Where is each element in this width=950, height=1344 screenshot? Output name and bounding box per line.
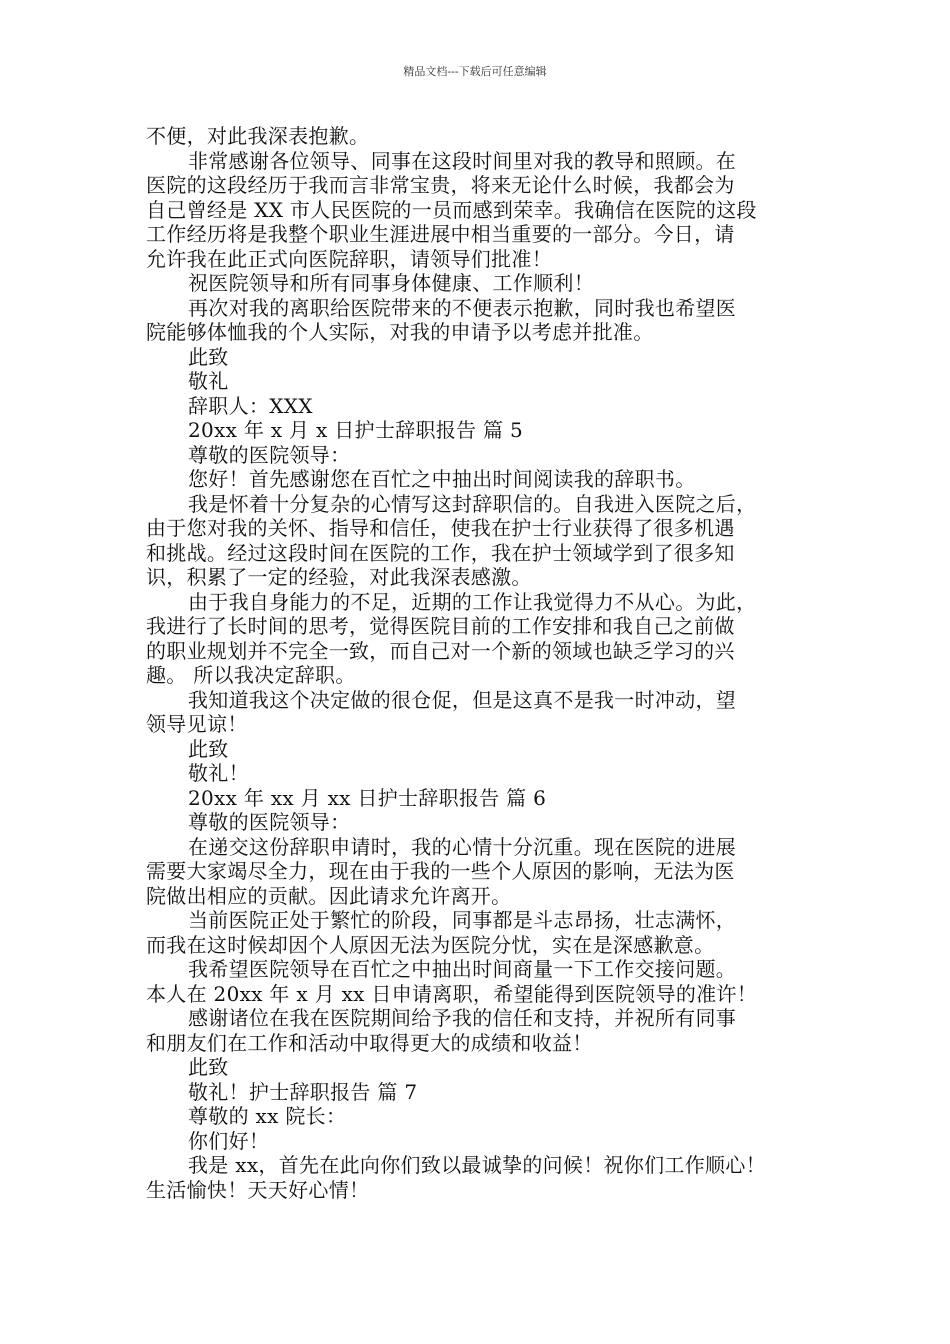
text-line: 祝医院领导和所有同事身体健康、工作顺利！: [188, 271, 594, 295]
text-line: 允许我在此正式向医院辞职，请领导们批准！: [146, 246, 552, 271]
text-line: 此致: [188, 344, 229, 369]
text-line: 20xx 年 x 月 x 日护士辞职报告 篇 5: [188, 418, 523, 442]
text-line: 本人在 20xx 年 x 月 xx 日申请离职，希望能得到医院领导的准许！: [146, 981, 758, 1006]
text-line: 我是 xx，首先在此向你们致以最诚挚的问候！祝你们工作顺心！: [188, 1153, 766, 1177]
text-line: 院做出相应的贡献。因此请求允许离开。: [146, 883, 512, 908]
text-line: 尊敬的医院领导：: [188, 442, 351, 467]
text-line: 和朋友们在工作和活动中取得更大的成绩和收益！: [146, 1030, 593, 1055]
text-line: 再次对我的离职给医院带来的不便表示抱歉，同时我也希望医: [188, 295, 737, 320]
text-line: 此致: [188, 1055, 229, 1079]
text-line: 当前医院正处于繁忙的阶段，同事都是斗志昂扬，壮志满怀，: [188, 908, 737, 932]
text-line: 识，积累了一定的经验，对此我深表感激。: [146, 565, 532, 589]
text-line: 自己曾经是 XX 市人民医院的一员而感到荣幸。我确信在医院的这段: [146, 197, 757, 222]
text-line: 我是怀着十分复杂的心情写这封辞职信的。自我进入医院之后，: [188, 491, 757, 516]
text-line: 辞职人：XXX: [188, 393, 313, 418]
text-line: 您好！首先感谢您在百忙之中抽出时间阅读我的辞职书。: [188, 467, 696, 491]
text-line: 在递交这份辞职申请时，我的心情十分沉重。现在医院的进展: [188, 834, 737, 859]
text-line: 院能够体恤我的个人实际，对我的申请予以考虑并批准。: [146, 320, 654, 344]
text-line: 工作经历将是我整个职业生涯进展中相当重要的一部分。今日，请: [146, 222, 735, 246]
text-line: 20xx 年 xx 月 xx 日护士辞职报告 篇 6: [188, 785, 547, 810]
text-line: 生活愉快！天天好心情！: [146, 1177, 370, 1202]
text-line: 非常感谢各位领导、同事在这段时间里对我的教导和照顾。在: [188, 148, 737, 173]
document-body: [146, 124, 816, 1202]
text-line: 趣。 所以我决定辞职。: [146, 663, 356, 687]
text-line: 不便，对此我深表抱歉。: [146, 124, 370, 148]
text-line: 你们好！: [188, 1128, 270, 1153]
text-line: 的职业规划并不完全一致，而自己对一个新的领域也缺乏学习的兴: [146, 638, 735, 663]
text-line: 我进行了长时间的思考，觉得医院目前的工作安排和我自己之前做: [146, 614, 735, 638]
text-line: 由于我自身能力的不足，近期的工作让我觉得力不从心。为此，: [188, 589, 757, 614]
text-line: 尊敬的医院领导：: [188, 810, 351, 834]
text-line: 敬礼！护士辞职报告 篇 7: [188, 1079, 418, 1104]
text-line: 尊敬的 xx 院长：: [188, 1104, 347, 1128]
text-line: 我知道我这个决定做的很仓促，但是这真不是我一时冲动，望: [188, 687, 737, 712]
page-header: 精品文档---下载后可任意编辑: [403, 65, 547, 78]
text-line: 需要大家竭尽全力，现在由于我的一些个人原因的影响，无法为医: [146, 859, 735, 883]
text-line: 而我在这时候却因个人原因无法为医院分忧，实在是深感歉意。: [146, 932, 715, 957]
text-line: 和挑战。经过这段时间在医院的工作，我在护士领域学到了很多知: [146, 540, 735, 565]
text-line: 此致: [188, 736, 229, 761]
text-line: 领导见谅！: [146, 712, 248, 736]
text-line: 由于您对我的关怀、指导和信任，使我在护士行业获得了很多机遇: [146, 516, 735, 540]
text-line: 敬礼: [188, 369, 229, 393]
text-line: 医院的这段经历于我而言非常宝贵，将来无论什么时候，我都会为: [146, 173, 735, 197]
text-line: 敬礼！: [188, 761, 249, 785]
text-line: 我希望医院领导在百忙之中抽出时间商量一下工作交接问题。: [188, 957, 737, 981]
text-line: 感谢诸位在我在医院期间给予我的信任和支持，并祝所有同事: [188, 1006, 737, 1030]
